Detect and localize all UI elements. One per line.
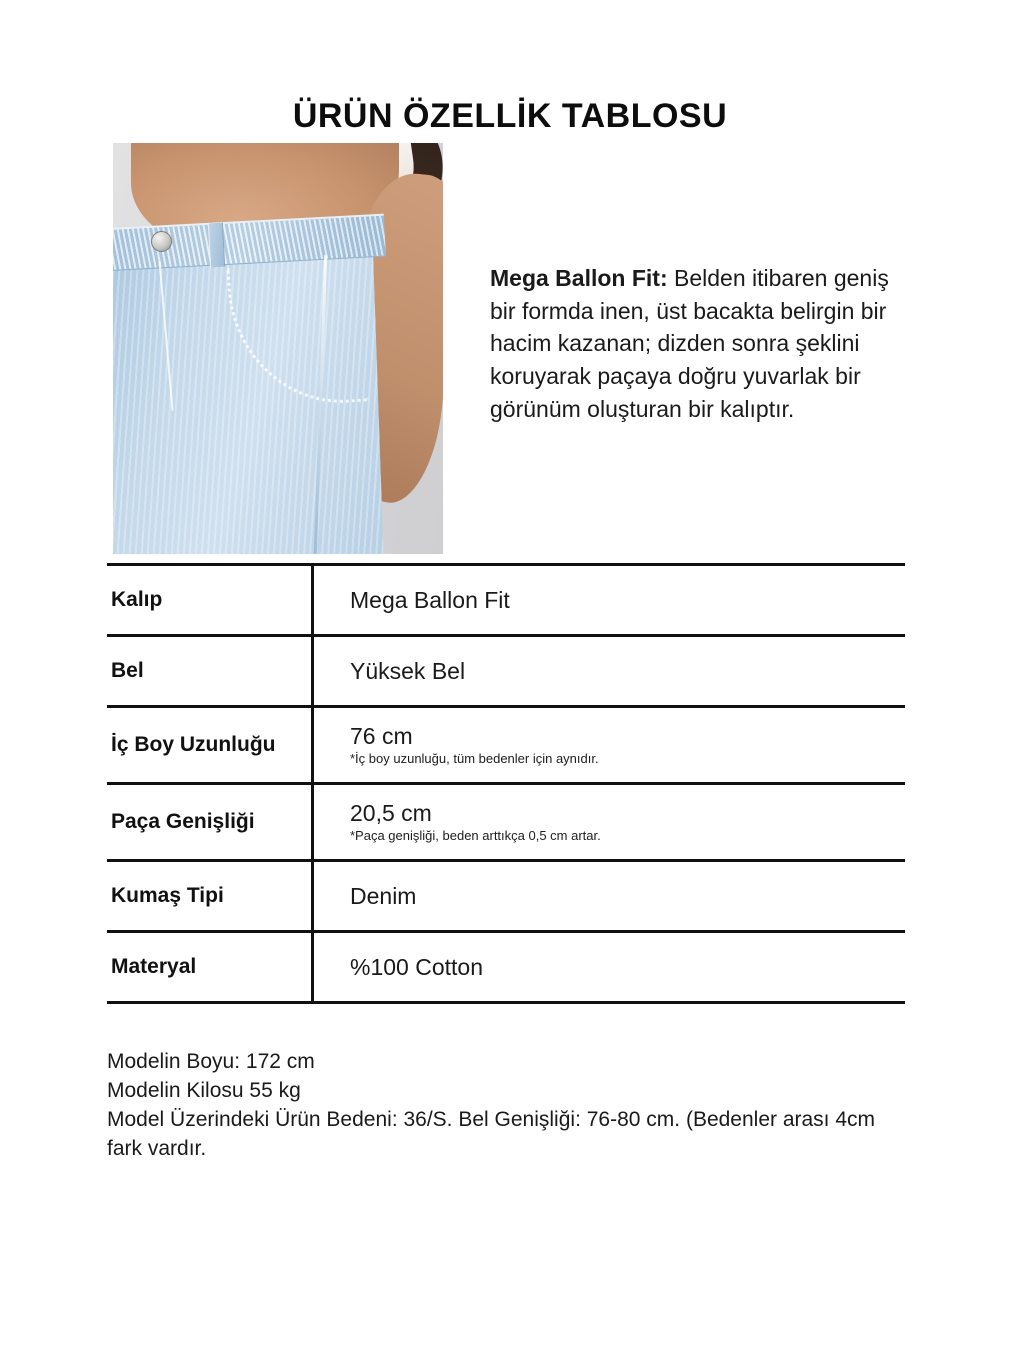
model-size-note: Model Üzerindeki Ürün Bedeni: 36/S. Bel Genişliği: 76-80 cm. (Bedenler arası 4cm fark vardır. bbox=[107, 1107, 876, 1160]
model-height-note: Modelin Boyu: 172 cm bbox=[107, 1050, 315, 1073]
spec-label: Kalıp bbox=[107, 565, 313, 636]
spec-value-text: Yüksek Bel bbox=[350, 657, 466, 684]
spec-value-text: 20,5 cm bbox=[350, 799, 432, 826]
model-weight-note: Modelin Kilosu 55 kg bbox=[107, 1078, 301, 1102]
spec-value bbox=[313, 784, 906, 861]
table-row bbox=[107, 861, 905, 932]
spec-value-text: Denim bbox=[350, 882, 417, 909]
denim-belt-loop bbox=[208, 223, 225, 268]
description-body: Belden itibaren geniş bir formda inen, üst bacakta belirgin bir hacim kazanan; dizden sonra şeklini koruyarak paçaya doğru yuvarlak bir görünüm oluşturan bir kalıptır. bbox=[490, 265, 889, 422]
spec-value-text: Mega Ballon Fit bbox=[350, 586, 510, 613]
spec-value bbox=[313, 861, 906, 932]
spec-label: Materyal bbox=[107, 932, 313, 1003]
product-description bbox=[490, 262, 908, 425]
table-row bbox=[107, 707, 905, 784]
denim-button-icon bbox=[151, 231, 172, 252]
spec-value-note: *İç boy uzunluğu, tüm bedenler için aynıdır. bbox=[350, 751, 599, 767]
specification-table bbox=[107, 563, 905, 1004]
spec-value-text: %100 Cotton bbox=[350, 953, 483, 980]
page-title: ÜRÜN ÖZELLİK TABLOSU bbox=[292, 97, 728, 135]
spec-label: Bel bbox=[107, 636, 313, 707]
spec-value bbox=[313, 932, 906, 1003]
table-row bbox=[107, 932, 905, 1003]
model-info-notes bbox=[107, 1048, 897, 1164]
spec-label: Paça Genişliği bbox=[107, 784, 313, 861]
spec-value bbox=[313, 707, 906, 784]
table-row bbox=[107, 636, 905, 707]
spec-label: Kumaş Tipi bbox=[107, 861, 313, 932]
spec-label: İç Boy Uzunluğu bbox=[107, 707, 313, 784]
spec-value bbox=[313, 636, 906, 707]
table-row bbox=[107, 784, 905, 861]
spec-value-note: *Paça genişliği, beden arttıkça 0,5 cm artar. bbox=[350, 828, 601, 844]
description-lead: Mega Ballon Fit: bbox=[490, 265, 668, 291]
spec-value-text: 76 cm bbox=[350, 722, 413, 749]
product-photo bbox=[113, 143, 443, 554]
spec-value bbox=[313, 565, 906, 636]
table-row bbox=[107, 565, 905, 636]
